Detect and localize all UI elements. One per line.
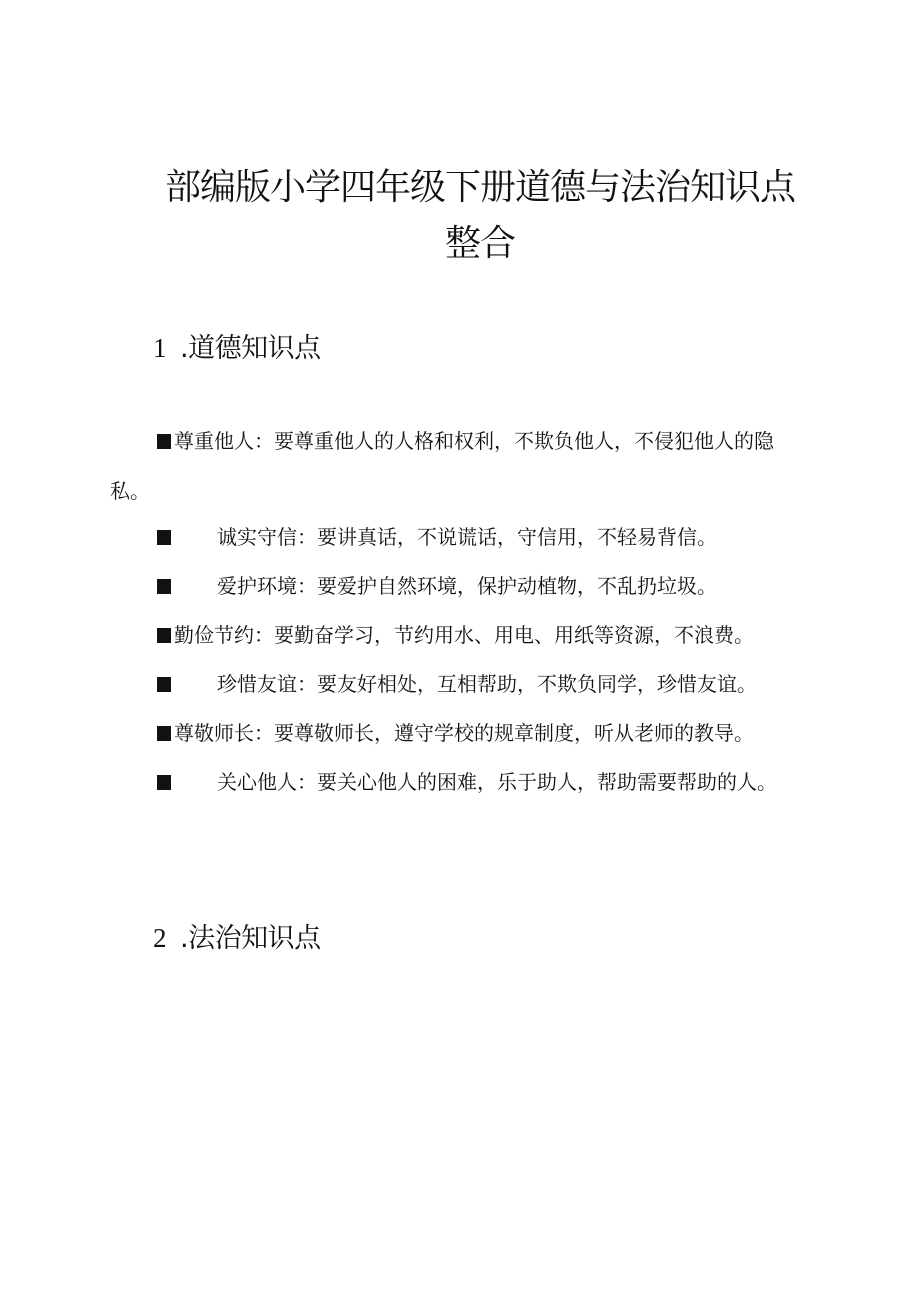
item-text: 尊敬师长：要尊敬师长，遵守学校的规章制度，听从老师的教导。: [174, 721, 754, 745]
square-bullet-icon: [157, 726, 171, 741]
knowledge-item: [110, 659, 810, 709]
item-text: 爱护环境：要爱护自然环境，保护动植物，不乱扔垃圾。: [217, 574, 717, 598]
item-text: 勤俭节约：要勤奋学习，节约用水、用电、用纸等资源，不浪费。: [174, 623, 754, 647]
section-number: 2: [153, 923, 166, 953]
item-text: 尊重他人：要尊重他人的人格和权利，不欺负他人，不侵犯他人的隐私。: [110, 429, 774, 503]
item-text: 关心他人：要关心他人的困难，乐于助人，帮助需要帮助的人。: [217, 770, 777, 794]
section-heading-morality: [153, 330, 321, 367]
knowledge-item: [110, 757, 810, 807]
section-title: .道德知识点: [180, 333, 321, 364]
item-text: 珍惜友谊：要友好相处，互相帮助，不欺负同学，珍惜友谊。: [217, 672, 757, 696]
knowledge-item: [110, 416, 810, 516]
knowledge-item: [110, 708, 810, 758]
square-bullet-icon: [157, 530, 171, 545]
square-bullet-icon: [157, 628, 171, 643]
square-bullet-icon: [157, 579, 171, 594]
square-bullet-icon: [157, 775, 171, 790]
knowledge-item: [110, 610, 810, 660]
section-number: 1: [153, 333, 166, 363]
section-heading-law: [153, 920, 321, 957]
square-bullet-icon: [157, 434, 171, 449]
document-title: 部编版小学四年级下册道德与法治知识点整合: [164, 167, 795, 264]
knowledge-item: [110, 512, 810, 562]
square-bullet-icon: [157, 677, 171, 692]
item-text: 诚实守信：要讲真话，不说谎话，守信用，不轻易背信。: [217, 525, 717, 549]
section-title: .法治知识点: [180, 923, 321, 954]
knowledge-item: [110, 561, 810, 611]
